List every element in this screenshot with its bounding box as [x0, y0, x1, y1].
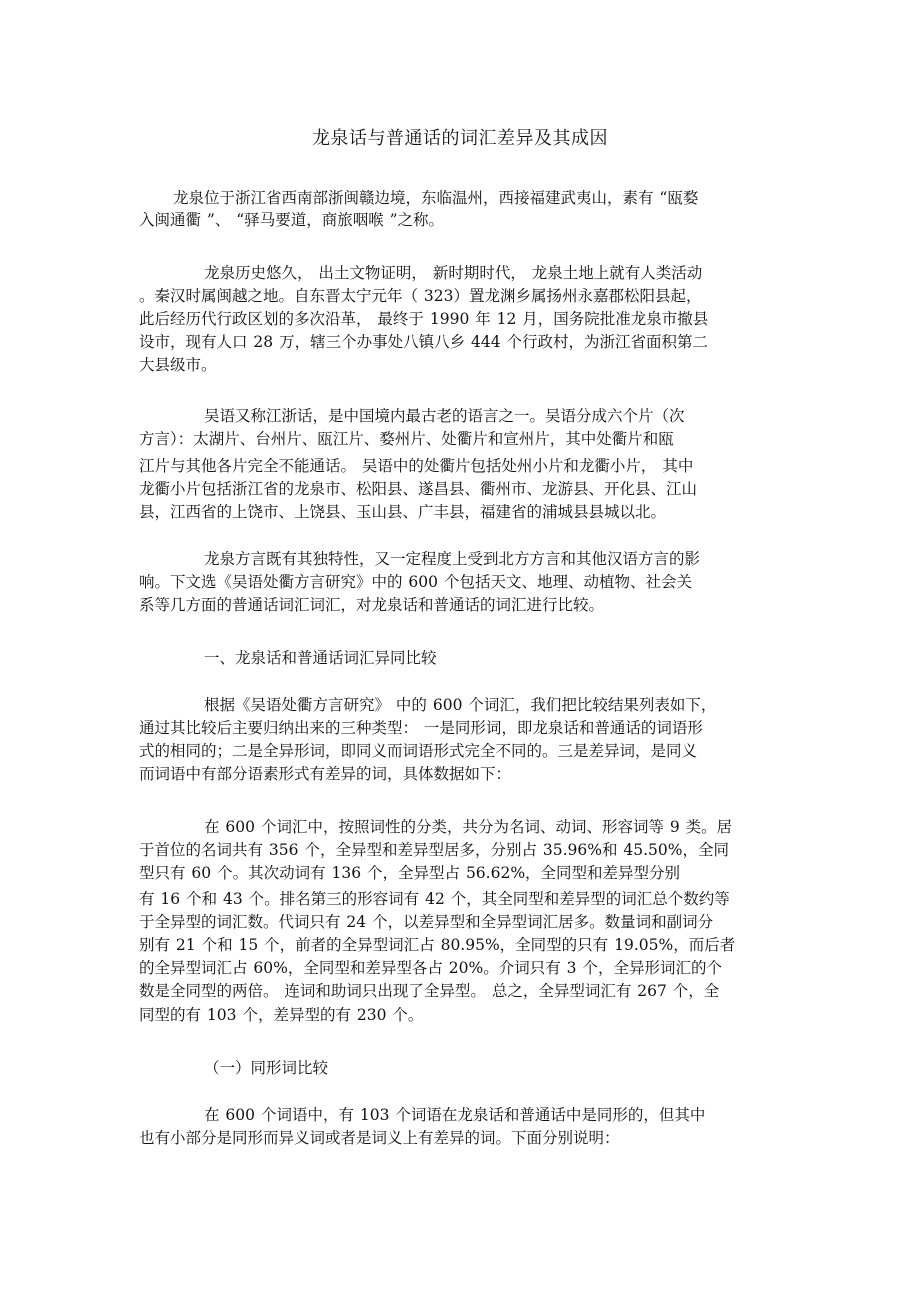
paragraph-line: 龙泉位于浙江省西南部浙闽赣边境，东临温州，西接福建武夷山，素有 “瓯婺	[173, 189, 699, 207]
paragraph-line: 大县级市。	[139, 356, 217, 374]
paragraph-line: 而词语中有部分语素形式有差异的词，具体数据如下：	[139, 765, 512, 783]
paragraph-line: 于全异型的词汇数。代词只有 24 个，以差异型和全异型词汇居多。数量词和副词分	[139, 913, 714, 931]
paragraph-line: 同型的有 103 个，差异型的有 230 个。	[139, 1006, 424, 1024]
paragraph-line: 入闽通衢 ”、 “驿马要道，商旅咽喉 ”之称。	[139, 211, 445, 229]
paragraph-line: 龙泉历史悠久， 出土文物证明， 新时期时代， 龙泉土地上就有人类活动	[204, 264, 703, 282]
subsection-heading: （一）同形词比较	[204, 1059, 329, 1077]
paragraph-line: 式的相同的；二是全异形词，即同义而词语形式完全不同的。三是差异词，是同义	[139, 742, 698, 760]
paragraph-line: 型只有 60 个。其次动词有 136 个，全异型占 56.62%，全同型和差异型分别	[139, 864, 681, 882]
paragraph-line: 江片与其他各片完全不能通话。 吴语中的处衢片包括处州小片和龙衢小片， 其中	[139, 457, 694, 475]
paragraph-line: 方言）：太湖片、台州片、瓯江片、婺州片、处衢片和宣州片，其中处衢片和瓯	[139, 430, 674, 448]
paragraph-line: 此后经历代行政区划的多次沿革， 最终于 1990 年 12 月，国务院批准龙泉市撤县	[139, 310, 709, 328]
paragraph-line: 设市，现有人口 28 万，辖三个办事处八镇八乡 444 个行政村，为浙江省面积第二	[139, 333, 709, 351]
paragraph-line: 在 600 个词语中，有 103 个词语在龙泉话和普通话中是同形的，但其中	[204, 1106, 706, 1124]
paragraph-line: 吴语又称江浙话，是中国境内最古老的语言之一。吴语分成六个片（次	[204, 407, 685, 425]
paragraph-line: 在 600 个词汇中，按照词性的分类，共分为名词、动词、形容词等 9 类。居	[204, 818, 733, 836]
paragraph-line: 数是全同型的两倍。 连词和助词只出现了全异型。 总之，全异型词汇有 267 个，全	[139, 982, 720, 1000]
paragraph-line: 也有小部分是同形而异义词或者是词义上有差异的词。下面分别说明：	[139, 1129, 620, 1147]
paragraph-line: 龙衢小片包括浙江省的龙泉市、松阳县、遂昌县、衢州市、龙游县、开化县、江山	[139, 480, 698, 498]
paragraph-line: 有 16 个和 43 个。排名第三的形容词有 42 个，其全同型和差异型的词汇总个数约等	[139, 890, 730, 908]
paragraph-line: 别有 21 个和 15 个，前者的全异型词汇占 80.95%，全同型的只有 19.05%，而后者	[139, 936, 736, 954]
section-heading: 一、龙泉话和普通话词汇异同比较	[204, 649, 437, 667]
paragraph-line: 的全异型词汇占 60%，全同型和差异型各占 20%。介词只有 3 个，全异形词汇的个	[139, 959, 722, 977]
paragraph-line: 响。下文选《吴语处衢方言研究》中的 600 个包括天文、地理、动植物、社会关	[139, 573, 692, 591]
document-title: 龙泉话与普通话的词汇差异及其成因	[312, 128, 608, 149]
paragraph-line: 。秦汉时属闽越之地。自东晋太宁元年（ 323）置龙渊乡属扬州永嘉郡松阳县起，	[139, 287, 702, 305]
paragraph-line: 县，江西省的上饶市、上饶县、玉山县、广丰县，福建省的浦城县县城以北。	[139, 503, 667, 521]
paragraph-line: 龙泉方言既有其独特性，又一定程度上受到北方方言和其他汉语方言的影	[204, 550, 701, 568]
paragraph-line: 根据《吴语处衢方言研究》 中的 600 个词汇，我们把比较结果列表如下，	[204, 696, 717, 714]
paragraph-line: 系等几方面的普通话词汇词汇，对龙泉话和普通话的词汇进行比较。	[139, 596, 605, 614]
paragraph-line: 于首位的名词共有 356 个，全异型和差异型居多，分别占 35.96%和 45.50%，全同	[139, 841, 729, 859]
paragraph-line: 通过其比较后主要归纳出来的三种类型： 一是同形词，即龙泉话和普通话的词语形	[139, 719, 703, 737]
